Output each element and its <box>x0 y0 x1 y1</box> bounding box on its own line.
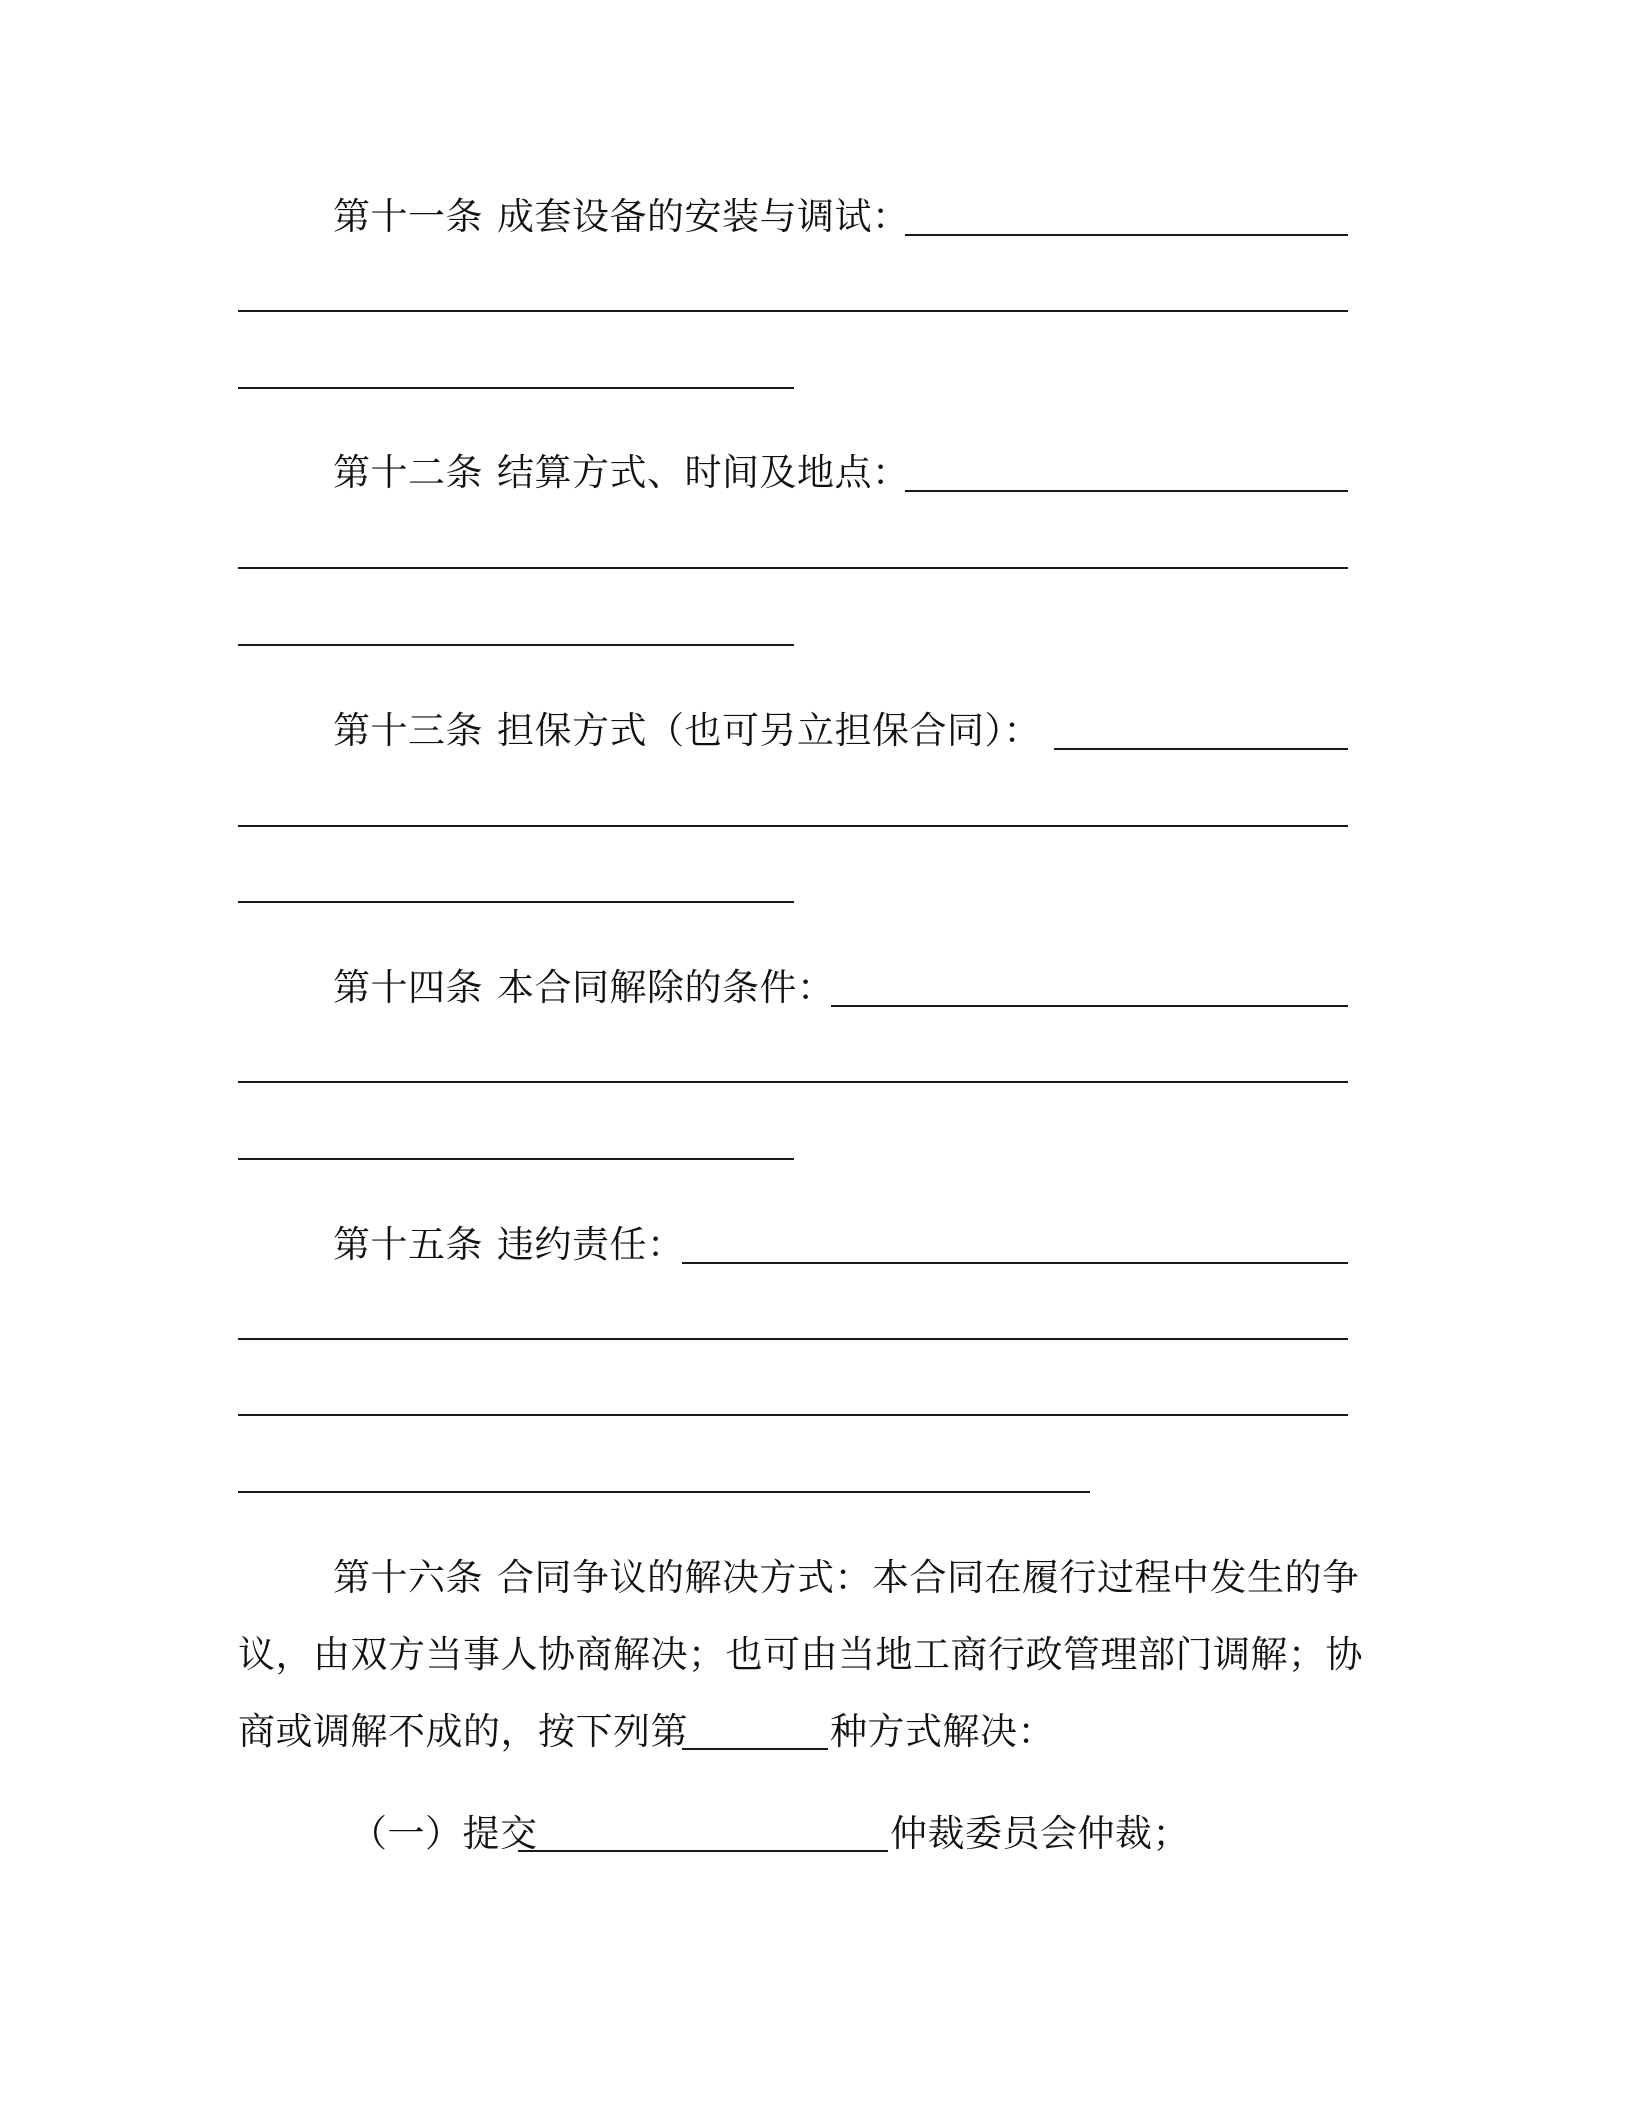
article-11-blank-1[interactable] <box>905 234 1348 236</box>
article-13-blank-2[interactable] <box>238 825 1348 827</box>
article-11-blank-3[interactable] <box>238 387 794 389</box>
article-16-line-2: 议，由双方当事人协商解决；也可由当地工商行政管理部门调解；协 <box>238 1633 1363 1676</box>
article-16-option-1-blank[interactable] <box>518 1850 888 1852</box>
article-12-blank-2[interactable] <box>238 567 1348 569</box>
article-12-title: 结算方式、时间及地点： <box>497 451 910 494</box>
article-14-number: 第十四条 <box>333 966 483 1009</box>
article-14-blank-1[interactable] <box>831 1005 1348 1007</box>
article-11-title: 成套设备的安装与调试： <box>497 195 910 238</box>
article-15-number: 第十五条 <box>333 1223 483 1266</box>
article-12-number: 第十二条 <box>333 451 483 494</box>
article-14-blank-2[interactable] <box>238 1081 1348 1083</box>
article-15-blank-1[interactable] <box>682 1262 1348 1264</box>
article-13-title: 担保方式（也可另立担保合同）： <box>497 709 1041 752</box>
article-15-blank-4[interactable] <box>238 1491 1090 1493</box>
article-13-number: 第十三条 <box>333 709 483 752</box>
article-15-title: 违约责任： <box>497 1223 685 1266</box>
article-11-blank-2[interactable] <box>238 310 1348 312</box>
article-16-line-3-prefix: 商或调解不成的，按下列第 <box>238 1710 688 1753</box>
article-14-title: 本合同解除的条件： <box>497 966 835 1009</box>
article-16-line-3-suffix: 种方式解决： <box>830 1710 1055 1753</box>
article-11-number: 第十一条 <box>333 195 483 238</box>
article-16-choice-blank[interactable] <box>682 1748 828 1750</box>
article-16-number: 第十六条 <box>333 1556 483 1599</box>
article-15-blank-2[interactable] <box>238 1338 1348 1340</box>
article-14-blank-3[interactable] <box>238 1158 794 1160</box>
article-13-blank-3[interactable] <box>238 901 794 903</box>
article-12-blank-3[interactable] <box>238 644 794 646</box>
article-13-blank-1[interactable] <box>1054 748 1348 750</box>
article-16-option-1-suffix: 仲裁委员会仲裁； <box>890 1812 1190 1855</box>
article-16-line-1: 合同争议的解决方式：本合同在履行过程中发生的争 <box>497 1556 1360 1599</box>
article-12-blank-1[interactable] <box>905 490 1348 492</box>
article-15-blank-3[interactable] <box>238 1414 1348 1416</box>
article-16-option-1-prefix: （一）提交 <box>350 1812 538 1855</box>
